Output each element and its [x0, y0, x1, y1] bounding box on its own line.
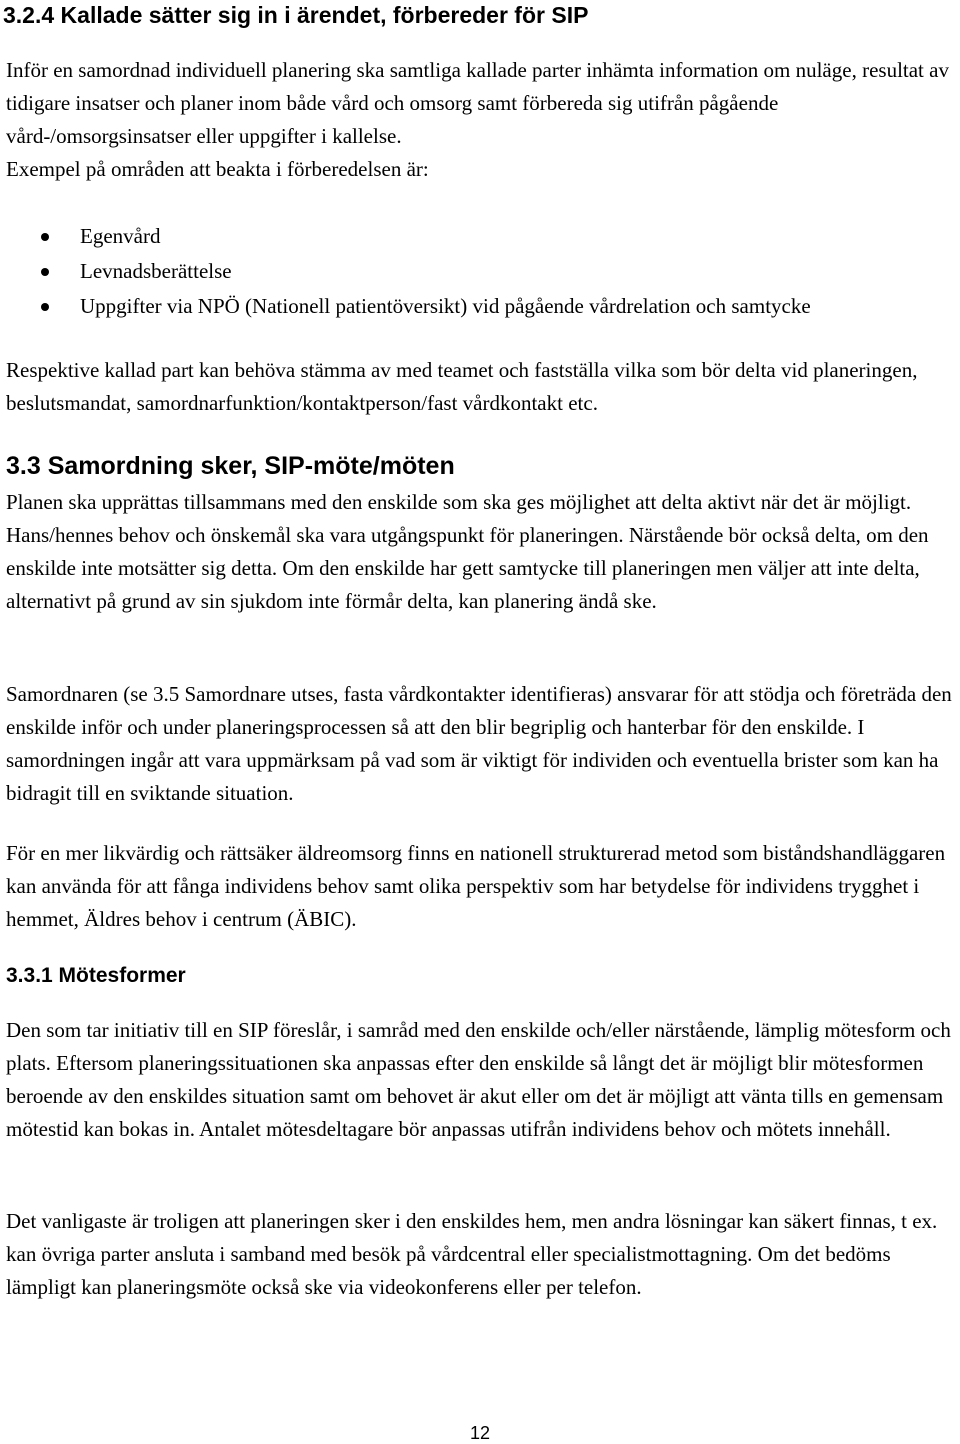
list-item: Levnadsberättelse	[0, 254, 960, 289]
section-33-paragraph-1: Planen ska upprättas tillsammans med den enskilde som ska ges möjlighet att delta aktivt när det är möjligt. Hans/hennes behov och önskemål ska vara utgångspunkt för planeringen. Närstående bör också delta, om den enskilde inte motsätter sig detta. Om den enskilde har gett samtycke till planeringen men väljer att inte delta, alternativt på grund av sin sjukdom inte förmår delta, kan planering ändå ske.	[6, 490, 929, 613]
section-33-paragraph-3: För en mer likvärdig och rättsäker äldreomsorg finns en nationell strukturerad metod som biståndshandläggaren kan använda för att fånga individens behov samt olika perspektiv som har betydelse för individens trygghet i hemmet, Äldres behov i centrum (ÄBIC).	[6, 841, 946, 931]
section-324-heading: 3.2.4 Kallade sätter sig in i ärendet, förbereder för SIP	[3, 2, 589, 28]
examples-list	[0, 219, 960, 324]
section-324-intro: Inför en samordnad individuell planering ska samtliga kallade parter inhämta information om nuläge, resultat av tidigare insatser och planer inom både vård och omsorg samt förbereda sig utifrån pågående vård-/omsorgsinsatser eller uppgifter i kallelse.	[6, 58, 949, 148]
bullet-icon	[41, 268, 49, 276]
section-331-paragraph-2: Det vanligaste är troligen att planeringen sker i den enskildes hem, men andra lösningar kan säkert finnas, t ex. kan övriga parter ansluta i samband med besök på vårdcentral eller specialistmottagning. Om det bedöms lämpligt kan planeringsmöte också ske via videokonferens eller per telefon.	[6, 1209, 938, 1299]
section-324-examples-intro: Exempel på områden att beakta i förberedelsen är:	[6, 157, 429, 181]
section-324-respektive: Respektive kallad part kan behöva stämma av med teamet och fastställa vilka som bör delta vid planeringen, beslutsmandat, samordnarfunktion/kontaktperson/fast vårdkontakt etc.	[6, 358, 918, 415]
section-33-paragraph-2: Samordnaren (se 3.5 Samordnare utses, fasta vårdkontakter identifieras) ansvarar för att stödja och företräda den enskilde inför och under planeringsprocessen så att den blir begriplig och hanterbar för den enskilde. I samordningen ingår att vara uppmärksam på vad som är viktigt för individen och eventuella brister som kan ha bidragit till en sviktande situation.	[6, 682, 952, 805]
bullet-icon	[41, 233, 49, 241]
bullet-icon	[41, 303, 49, 311]
section-331-heading: 3.3.1 Mötesformer	[6, 964, 186, 987]
section-33-heading: 3.3 Samordning sker, SIP-möte/möten	[6, 452, 455, 480]
page-number: 12	[469, 1423, 491, 1443]
list-item: Egenvård	[0, 219, 960, 254]
section-331-paragraph-1: Den som tar initiativ till en SIP föreslår, i samråd med den enskilde och/eller närstående, lämplig mötesform och plats. Eftersom planeringssituationen ska anpassas efter den enskilde så långt det är möjligt blir mötesformen beroende av den enskildes situation samt om behovet är akut eller om det är möjligt att vänta tills en gemensam mötestid kan bokas in. Antalet mötesdeltagare bör anpassas utifrån individens behov och mötets innehåll.	[6, 1018, 951, 1141]
list-item: Uppgifter via NPÖ (Nationell patientöversikt) vid pågående vårdrelation och samtycke	[0, 289, 960, 324]
